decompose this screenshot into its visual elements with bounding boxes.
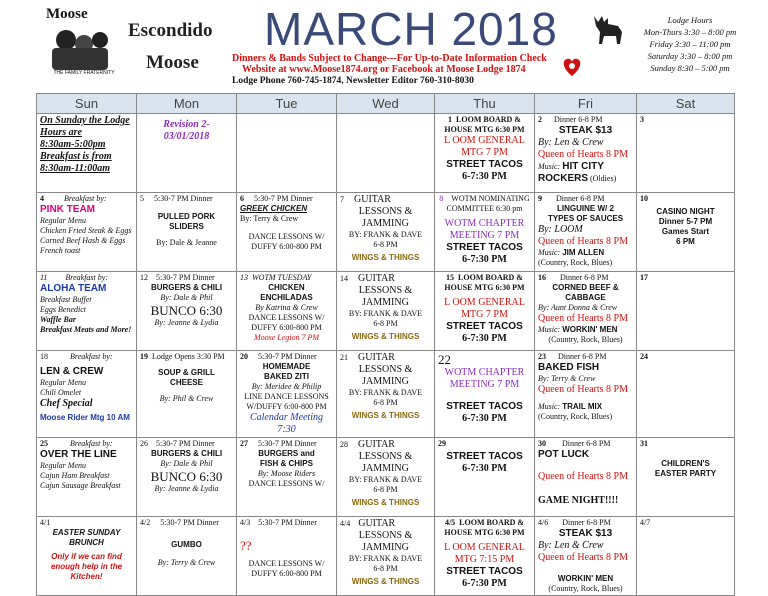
day-cell: 31 CHILDREN'S EASTER PARTY: [637, 438, 735, 517]
weekday-fri: Fri: [535, 94, 637, 114]
week-row: [37, 193, 735, 272]
day-cell: 4/6 Dinner 6-8 PM STEAK $13 By: Len & Crew Queen of Hearts 8 PM WORKIN' MEN (Country, Rock, Blues): [535, 517, 637, 596]
week-row: [37, 351, 735, 438]
day-cell: 8 WOTM NOMINATING COMMITTEE 6:30 pm WOTM CHAPTER MEETING 7 PM STREET TACOS 6-7:30 PM: [435, 193, 535, 272]
day-cell: [237, 114, 337, 193]
weekday-sun: Sun: [37, 94, 137, 114]
day-cell: 15 LOOM BOARD & HOUSE MTG 6:30 PM L OOM GENERAL MTG 7 PM STREET TACOS 6-7:30 PM: [435, 272, 535, 351]
day-cell: 24: [637, 351, 735, 438]
weekday-sat: Sat: [637, 94, 735, 114]
day-cell: On Sunday the Lodge Hours are 8:30am-5:00pm Breakfast is from 8:30am-11:00am: [37, 114, 137, 193]
day-cell: 29 STREET TACOS 6-7:30 PM: [435, 438, 535, 517]
day-cell: 7 GUITAR LESSONS & JAMMING BY: FRANK & DAVE 6-8 PM WINGS & THINGS: [337, 193, 435, 272]
day-cell: 21 GUITAR LESSONS & JAMMING BY: FRANK & DAVE 6-8 PM WINGS & THINGS: [337, 351, 435, 438]
lodge-phone: Lodge Phone 760-745-1874, Newsletter Editor 760-310-8030: [232, 76, 474, 86]
day-cell: 4/3 5:30-7 PM Dinner ?? DANCE LESSONS W/ DUFFY 6:00-800 PM: [237, 517, 337, 596]
day-cell: 3: [637, 114, 735, 193]
day-cell: [337, 114, 435, 193]
day-cell: 4/4 GUITAR LESSONS & JAMMING BY: FRANK & DAVE 6-8 PM WINGS & THINGS: [337, 517, 435, 596]
notice-line-1: Dinners & Bands Subject to Change---For Up-to-Date Information Check: [232, 53, 547, 64]
day-cell: 4 Breakfast by: PINK TEAM Regular Menu Chicken Fried Steak & Eggs Corned Beef Hash & Eggs French toast: [37, 193, 137, 272]
day-cell: 5 5:30-7 PM Dinner PULLED PORK SLIDERS By: Dale & Jeanne: [137, 193, 237, 272]
day-cell: 22 WOTM CHAPTER MEETING 7 PM STREET TACOS 6-7:30 PM: [435, 351, 535, 438]
day-cell: 9 Dinner 6-8 PM LINGUINE W/ 2 TYPES OF SAUCES By: LOOM Queen of Hearts 8 PM Music: JIM ALLEN (Country, Rock, Blues): [535, 193, 637, 272]
calendar-grid: [36, 93, 735, 596]
calendar-header: [0, 0, 768, 88]
day-cell: 16 Dinner 6-8 PM CORNED BEEF & CABBAGE By: Aunt Donna & Crew Queen of Hearts 8 PM Music: WORKIN' MEN (Country, Rock, Blues): [535, 272, 637, 351]
weekday-thu: Thu: [435, 94, 535, 114]
day-cell: 30 Dinner 6-8 PM POT LUCK Queen of Hearts 8 PM GAME NIGHT!!!!: [535, 438, 637, 517]
day-cell: 27 5:30-7 PM Dinner BURGERS and FISH & CHIPS By: Moose Riders DANCE LESSONS W/: [237, 438, 337, 517]
day-cell: 28 GUITAR LESSONS & JAMMING BY: FRANK & DAVE 6-8 PM WINGS & THINGS: [337, 438, 435, 517]
day-cell: 2 Dinner 6-8 PM STEAK $13 By: Len & Crew Queen of Hearts 8 PM Music: HIT CITY ROCKERS (Oldies): [535, 114, 637, 193]
day-cell: 26 5:30-7 PM Dinner BURGERS & CHILI By: Dale & Phil BUNCO 6:30 By: Jeanne & Lydia: [137, 438, 237, 517]
day-cell: 4/2 5:30-7 PM Dinner GUMBO By: Terry & Crew: [137, 517, 237, 596]
lodge-hours: Lodge Hours Mon-Thurs 3:30 – 8:00 pm Friday 3:30 – 11:00 pm Saturday 3:30 – 8:00 pm Sunday 8:30 – 5:00 pm: [643, 15, 737, 73]
week-row: [37, 438, 735, 517]
day-cell: 25 Breakfast by: OVER THE LINE Regular Menu Cajun Ham Breakfast Cajun Sausage Breakfast: [37, 438, 137, 517]
page-title: MARCH 2018: [264, 3, 558, 55]
day-cell: 1 LOOM BOARD & HOUSE MTG 6:30 PM L OOM GENERAL MTG 7 PM STREET TACOS 6-7:30 PM: [435, 114, 535, 193]
day-cell: 23 Dinner 6-8 PM BAKED FISH By: Terry & Crew Queen of Hearts 8 PM Music: TRAIL MIX (Country, Rock, Blues): [535, 351, 637, 438]
day-cell: 18 Breakfast by: LEN & CREW Regular Menu Chili Omelet Chef Special Moose Rider Mtg 10 AM: [37, 351, 137, 438]
day-cell: 13 WOTM TUESDAY CHICKEN ENCHILADAS By Katrina & Crew DANCE LESSONS W/ DUFFY 6:00-800 PM Moose Legion 7 PM: [237, 272, 337, 351]
weekday-wed: Wed: [337, 94, 435, 114]
week-row: [37, 272, 735, 351]
day-cell: 20 5:30-7 PM Dinner HOMEMADE BAKED ZITI By: Meridee & Philip LINE DANCE LESSONS W/DUFFY 6:00-800 PM Calendar Meeting 7:30: [237, 351, 337, 438]
week-row: [37, 114, 735, 193]
city-name: Escondido: [128, 20, 213, 41]
day-cell: 19 Lodge Opens 3:30 PM SOUP & GRILL CHEESE By: Phil & Crew: [137, 351, 237, 438]
day-cell: 17: [637, 272, 735, 351]
day-cell: 14 GUITAR LESSONS & JAMMING BY: FRANK & DAVE 6-8 PM WINGS & THINGS: [337, 272, 435, 351]
day-cell: Revision 2- 03/01/2018: [137, 114, 237, 193]
day-cell: 12 5:30-7 PM Dinner BURGERS & CHILI By: Dale & Phil BUNCO 6:30 By: Jeanne & Lydia: [137, 272, 237, 351]
day-cell: 4/7: [637, 517, 735, 596]
svg-text:Moose: Moose: [46, 6, 88, 22]
day-cell: 4/1 EASTER SUNDAY BRUNCH Only if we can find enough help in the Kitchen!: [37, 517, 137, 596]
day-cell: 4/5 LOOM BOARD & HOUSE MTG 6:30 PM L OOM GENERAL MTG 7:15 PM STREET TACOS 6-7:30 PM: [435, 517, 535, 596]
weekday-header-row: [37, 94, 735, 114]
notice-line-2: Website at www.Moose1874.org or Facebook at Moose Lodge 1874: [242, 64, 526, 75]
moose-family-fraternity-logo: [44, 4, 122, 82]
queen-of-hearts-icon: [560, 56, 584, 78]
lodge-name: Moose: [146, 52, 199, 73]
day-cell: 11 Breakfast by: ALOHA TEAM Breakfast Buffet Eggs Benedict Waffle Bar Breakfast Meats and More!: [37, 272, 137, 351]
week-row: [37, 517, 735, 596]
weekday-mon: Mon: [137, 94, 237, 114]
svg-text:THE FAMILY FRATERNITY: THE FAMILY FRATERNITY: [53, 70, 115, 76]
day-cell: 10 CASINO NIGHT Dinner 5-7 PM Games Start 6 PM: [637, 193, 735, 272]
day-cell: 6 5:30-7 PM Dinner GREEK CHICKEN By: Terry & Crew DANCE LESSONS W/ DUFFY 6:00-800 PM: [237, 193, 337, 272]
weekday-tue: Tue: [237, 94, 337, 114]
